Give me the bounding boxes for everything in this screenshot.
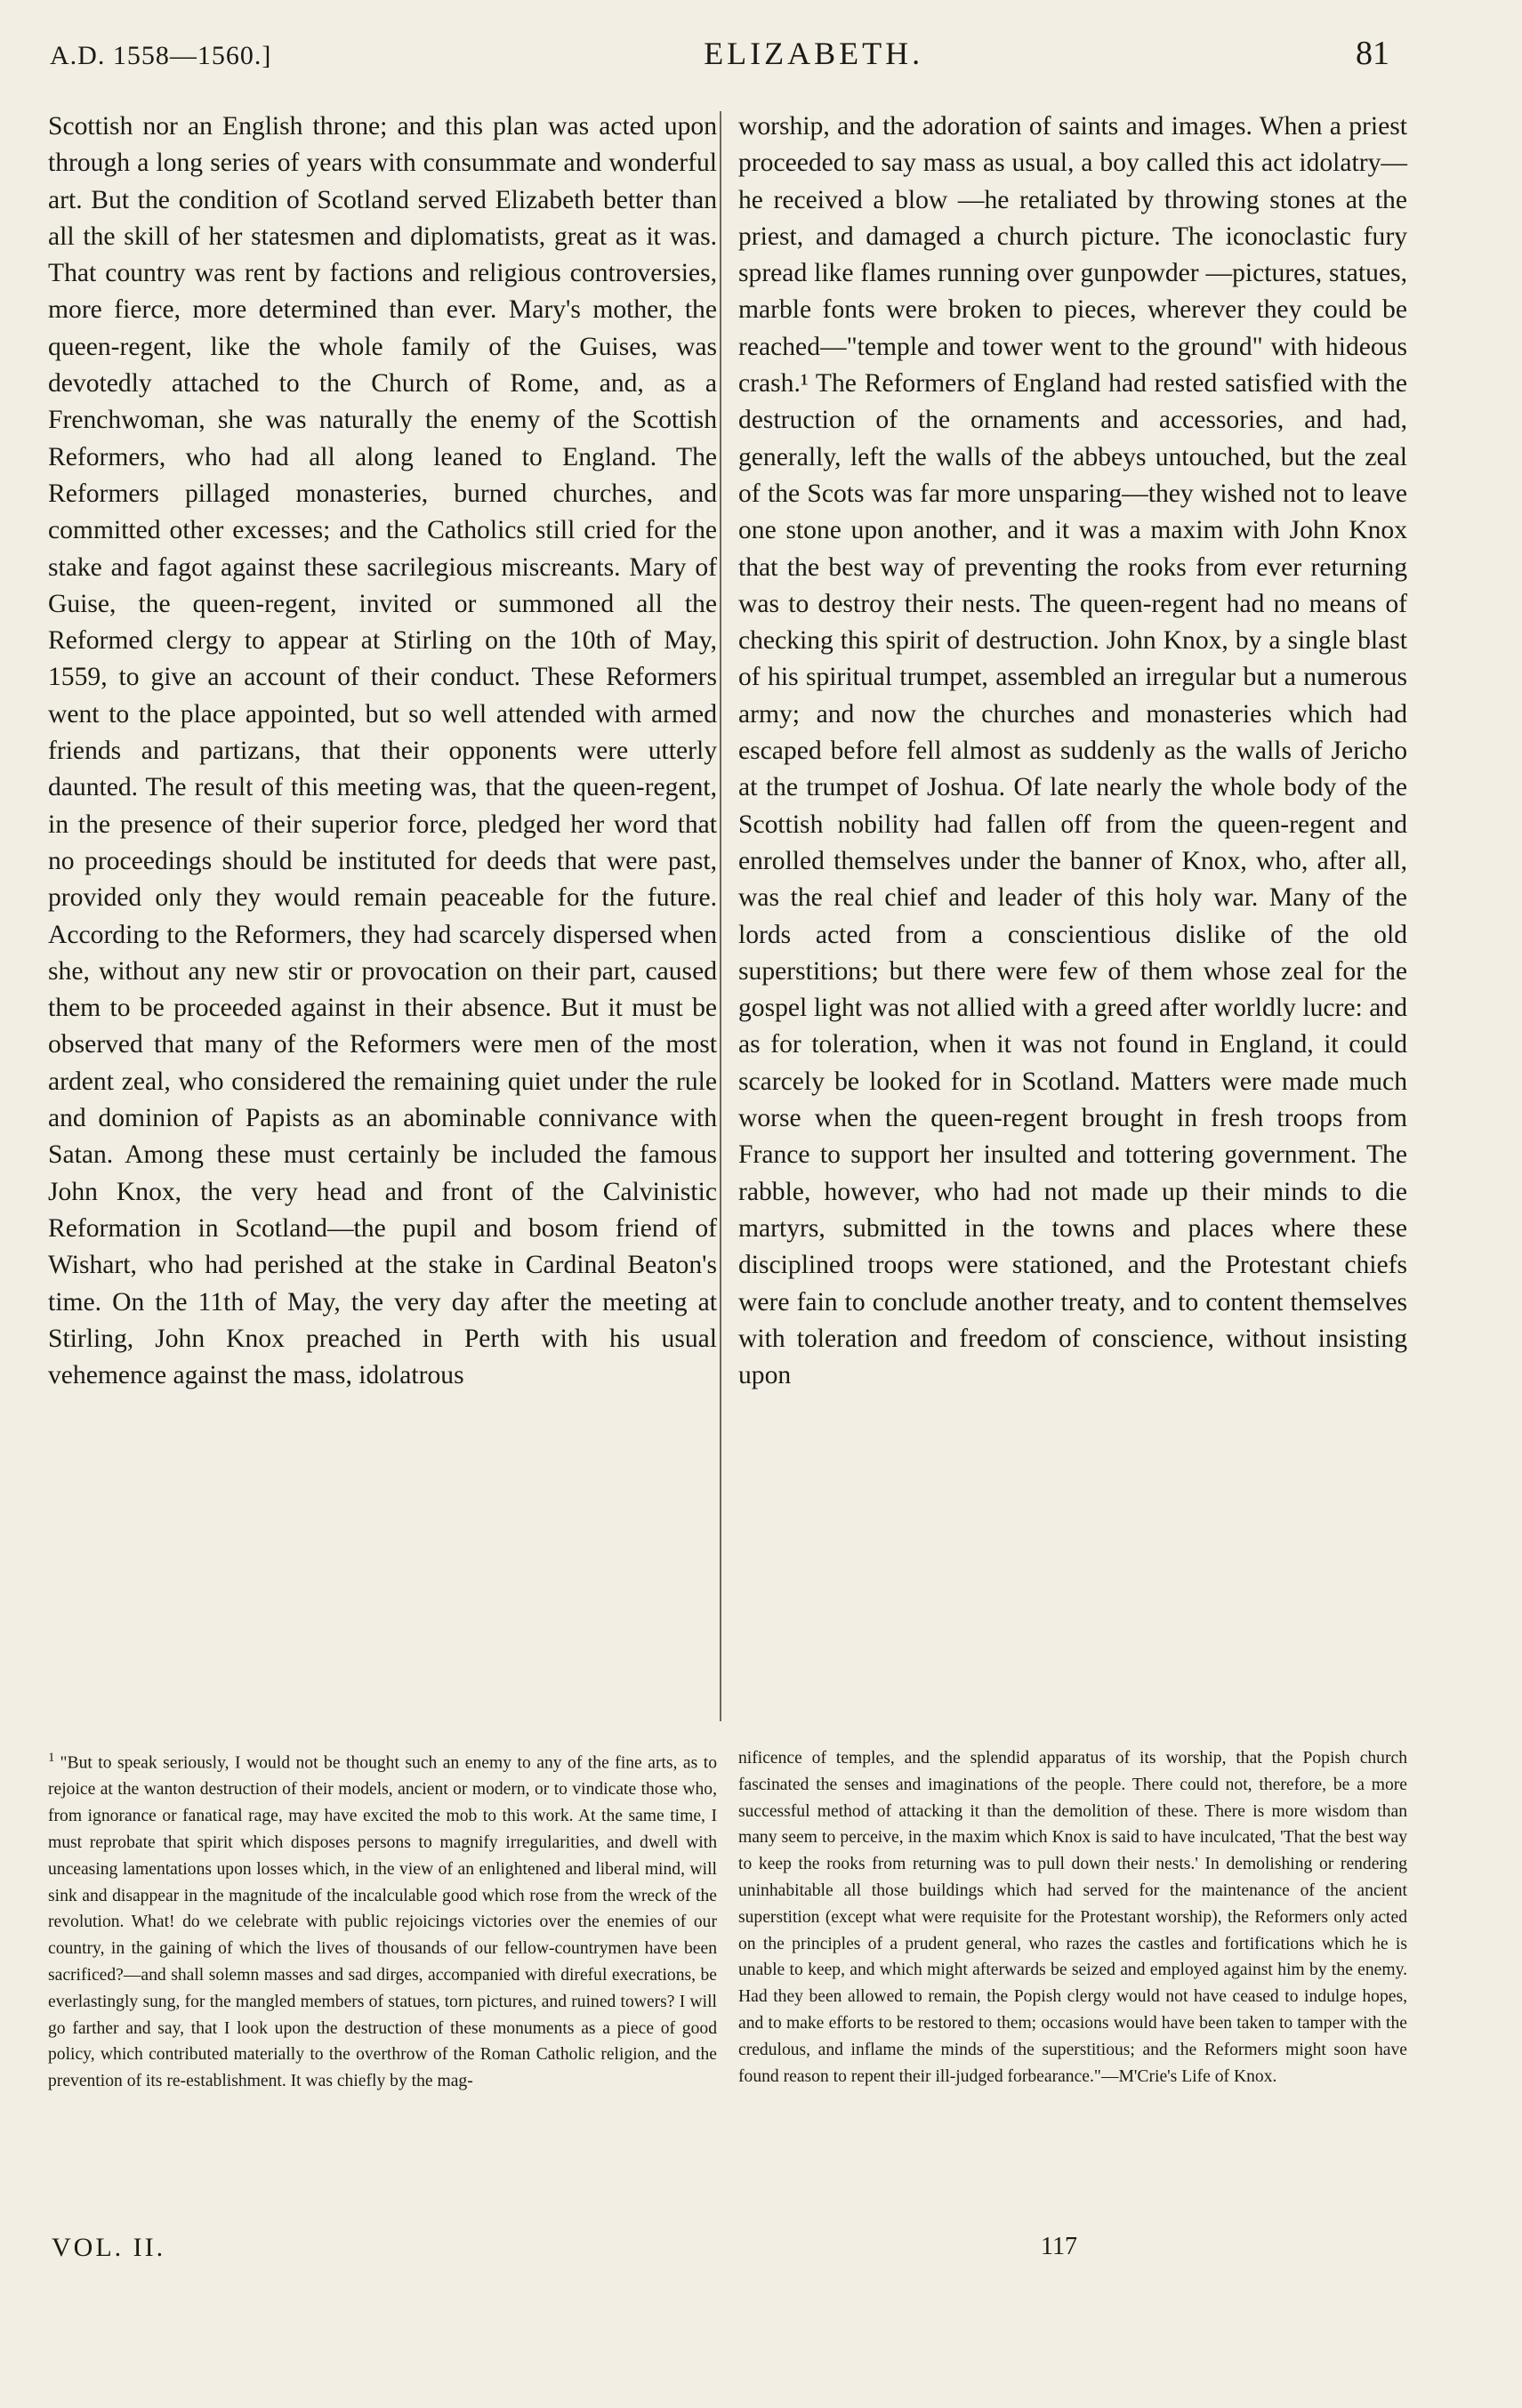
- footnote-column-right: nificence of temples, and the splendid apparatus of its worship, that the Popish church fascinated the senses and imaginations of the people. There could not, therefore, be a more successful method of attacking it than the demolition of these. There is more wisdom than many seem to perceive, in the maxim which Knox is said to have inculcated, 'That the best way to keep the rooks from returning was to pull down their nests.' In demolishing or rendering uninhabitable all those buildings which had served for the maintenance of the ancient superstition (except what were requisite for the Protestant worship), the Reformers only acted on the principles of a prudent general, who razes the castles and fortifications which he is unable to keep, and which might afterwards be seized and employed against him by the enemy. Had they been allowed to remain, the Popish clergy would not have ceased to indulge hopes, and to make efforts to be restored to them; occasions would have been taken to tamper with the credulous, and inflame the minds of the superstitious; and the Reformers might soon have found reason to repent their ill-judged forbearance."—M'Crie's Life of Knox.: [738, 1749, 1407, 2086]
- page-number: 81: [1356, 35, 1389, 72]
- volume-signature: VOL. II.: [52, 2233, 166, 2262]
- body-column-right: worship, and the adoration of saints and images. When a priest proceeded to say mass as usual, a boy called this act idolatry—he received a blow —he retaliated by throwing stones at the priest, and damaged a church picture. The iconoclastic fury spread like flames running over gunpowder —pictures, statues, marble fonts were broken to pieces, wherever they could be reached—"temple and tower went to the ground" with hideous crash.¹ The Reformers of England had rested satisfied with the destruction of the ornaments and accessories, and had, generally, left the walls of the abbeys untouched, but the zeal of the Scots was far more unsparing—they wished not to leave one stone upon another, and it was a maxim with John Knox that the best way of preventing the rooks from ever returning was to destroy their nests. The queen-regent had no means of checking this spirit of destruction. John Knox, by a single blast of his spiritual trumpet, assembled an irregular but a numerous army; and now the churches and monasteries which had escaped before fell almost as suddenly as the walls of Jericho at the trumpet of Joshua. Of late nearly the whole body of the Scottish nobility had fallen off from the queen-regent and enrolled themselves under the banner of Knox, who, after all, was the real chief and leader of this holy war. Many of the lords acted from a conscientious dislike of the old superstitions; but there were few of them whose zeal for the gospel light was not allied with a greed after worldly lucre: and as for toleration, when it was not found in England, it could scarcely be looked for in Scotland. Matters were made much worse when the queen-regent brought in fresh troops from France to support her insulted and tottering government. The rabble, however, who had not made up their minds to die martyrs, submitted in the towns and places where these disciplined troops were stationed, and the Protestant chiefs were fain to conclude another treaty, and to content themselves with toleration and freedom of conscience, without insisting upon: [738, 112, 1407, 1390]
- date-range: A.D. 1558—1560.]: [50, 41, 272, 70]
- sheet-number: 117: [1041, 2233, 1077, 2260]
- footnote-column-left: [48, 1745, 717, 2095]
- footnote-marker: 1: [48, 1751, 55, 1765]
- running-head: [50, 34, 1389, 87]
- footnote-text-left: "But to speak seriously, I would not be thought such an enemy to any of the fine arts, as to rejoice at the wanton destruction of their models, ancient or modern, or to vindicate those who, from ignorance or fanatical rage, may have excited the mob to this work. At the same time, I must reprobate that spirit which disposes persons to magnify irregularities, and dwell with unceasing lamentations upon losses which, in the view of an enlightened and liberal mind, will sink and disappear in the magnitude of the incalculable good which rose from the wreck of the revolution. What! do we celebrate with public rejoicings victories over the enemies of our country, in the gaining of which the lives of thousands of our fellow-countrymen have been sacrificed?—and shall solemn masses and sad dirges, accompanied with direful execrations, be everlastingly sung, for the mangled members of statues, torn pictures, and ruined towers? I will go farther and say, that I look upon the destruction of these monuments as a piece of good policy, which contributed materially to the overthrow of the Roman Catholic religion, and the prevention of its re-establishment. It was chiefly by the mag-: [48, 1753, 717, 2091]
- column-divider: [720, 111, 721, 1721]
- running-title: ELIZABETH.: [704, 36, 924, 71]
- body-column-left: Scottish nor an English throne; and this plan was acted upon through a long series of years with consummate and wonderful art. But the condition of Scotland served Elizabeth better than all the skill of her statesmen and diplomatists, great as it was. That country was rent by factions and religious controversies, more fierce, more determined than ever. Mary's mother, the queen-regent, like the whole family of the Guises, was devotedly attached to the Church of Rome, and, as a Frenchwoman, she was naturally the enemy of the Scottish Reformers, who had all along leaned to England. The Reformers pillaged monasteries, burned churches, and committed other excesses; and the Catholics still cried for the stake and fagot against these sacrilegious miscreants. Mary of Guise, the queen-regent, invited or summoned all the Reformed clergy to appear at Stirling on the 10th of May, 1559, to give an account of their conduct. These Reformers went to the place appointed, but so well attended with armed friends and partizans, that their opponents were utterly daunted. The result of this meeting was, that the queen-regent, in the presence of their superior force, pledged her word that no proceedings should be instituted for deeds that were past, provided only they would remain peaceable for the future. According to the Reformers, they had scarcely dispersed when she, without any new stir or provocation on their part, caused them to be proceeded against in their absence. But it must be observed that many of the Reformers were men of the most ardent zeal, who considered the remaining quiet under the rule and dominion of Papists as an abominable connivance with Satan. Among these must certainly be included the famous John Knox, the very head and front of the Calvinistic Reformation in Scotland—the pupil and bosom friend of Wishart, who had perished at the stake in Cardinal Beaton's time. On the 11th of May, the very day after the meeting at Stirling, John Knox preached in Perth with his usual vehemence against the mass, idolatrous: [48, 112, 717, 1390]
